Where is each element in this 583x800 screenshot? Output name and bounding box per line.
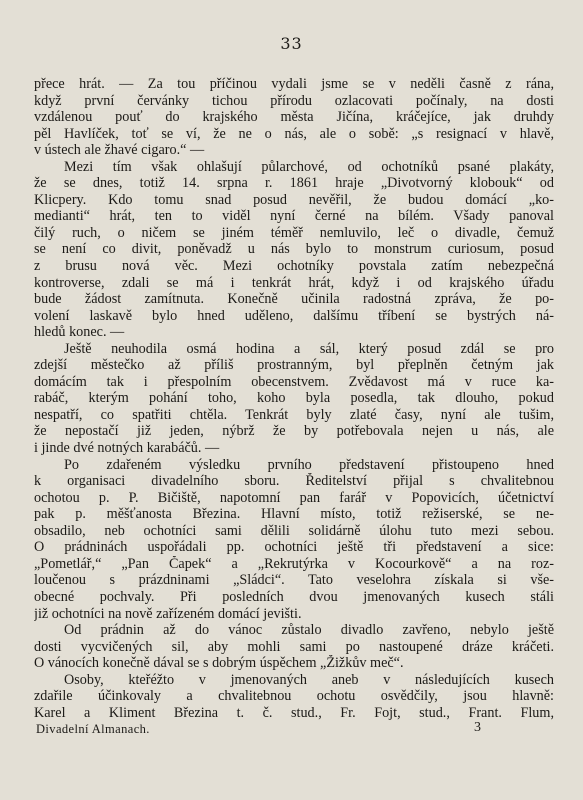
text-line: obsadilo, neb ochotníci sami dělili solidárně úlohu tuto mezi sebou. xyxy=(34,522,554,539)
text-line: Osoby, kteřéžto v jmenovaných aneb v následujících kusech xyxy=(64,671,554,688)
text-line: O vánocích konečně dával se s dobrým úspěchem „Žižkův meč“. xyxy=(34,655,404,672)
text-line: loučenou s prázdninami „Sládci“. Tato veselohra získala si vše- xyxy=(34,572,554,589)
text-line: přece hrát. — Za tou příčinou vydali jsme se v neděli časně z rána, xyxy=(34,76,554,92)
text-line: vzdálenou pouť do krajského města Jičína, kráčejíce, jak druhdy xyxy=(34,109,554,126)
text-line: že se dnes, totiž 14. srpna r. 1861 hraje „Divotvorný klobouk“ od xyxy=(34,175,554,192)
text-line: čilý ruch, o ničem se jiném téměř nemluvilo, leč o divadle, čemuž xyxy=(34,224,554,241)
text-line: zdařile účinkovaly a chvalitebnou ochotu osvědčily, jsou hlavně: xyxy=(34,688,554,705)
text-line: „Pometlář,“ „Pan Čapek“ a „Rekrutýrka v Kocourkově“ a na roz- xyxy=(34,555,554,572)
text-line: rabáč, kterým pohání toho, koho byla posedla, tak dlouho, pokud xyxy=(34,390,554,407)
text-line: se není co divit, poněvadž u nás bylo to monstrum curiosum, posud xyxy=(34,241,554,258)
text-line: Po zdařeném výsledku prvního představení přistoupeno hned xyxy=(64,456,554,473)
text-line: již ochotníci na nově zařízeném domácí jevišti. xyxy=(34,605,302,622)
text-line: nespatří, co spatřiti chtěla. Tenkrát byly zlaté časy, nyní ale tušim, xyxy=(34,406,554,423)
text-line: kontroverse, zdali se má i tenkrát hrát, když i od krajského úřadu xyxy=(34,274,554,291)
text-line: obecné pochvaly. Při posledních dvou jmenovaných kusech stáli xyxy=(34,588,554,605)
text-line: Od prádnin až do vánoc zůstalo divadlo zavřeno, nebylo ještě xyxy=(64,622,554,639)
text-line: hledů konec. — xyxy=(34,324,125,341)
text-line: volení laskavě bylo hned uděleno, dalšímu tříbení se bystrých ná- xyxy=(34,307,554,324)
text-line: když první červánky tichou přírodu ozlacovati počínaly, na dosti xyxy=(34,92,554,109)
text-line: že nepostačí již jeden, nýbrž že by potřebovala nejen u nás, ale xyxy=(34,423,554,440)
text-line: dosti vycvičených sil, aby mohli sami po nastoupené dráze kráčeti. xyxy=(34,638,554,655)
text-line: medianti“ hrát, ten to viděl nyní černé na bílém. Všady panoval xyxy=(34,208,554,225)
text-line: O prádninách uspořádali pp. ochotníci ještě tři představení a sice: xyxy=(34,539,554,556)
text-line: Ještě neuhodila osmá hodina a sál, který posud zdál se pro xyxy=(64,340,554,357)
text-line: i jinde dvé notných karabáčů. — xyxy=(34,440,220,457)
text-line: Mezi tím však ohlašují půlarchové, od ochotníků psané plakáty, xyxy=(64,158,554,175)
printer-signature-mark: 3 xyxy=(474,720,482,735)
page-text-body xyxy=(34,76,554,721)
text-line: zdejší městečko až příliš prostranným, byl přeplněn četným jak xyxy=(34,357,554,374)
text-line: pěl Havlíček, toť se ví, že ne o nás, ale o sobě: „s resignací v hlavě, xyxy=(34,125,554,142)
text-line: domácím tak i přespolním obecenstvem. Zvědavost má v ruce ka- xyxy=(34,373,554,390)
text-line: Klicpery. Kdo tomu snad posud nevěřil, že budou domácí „ko- xyxy=(34,191,554,208)
text-line: ochotou p. P. Bičiště, napotomní pan farář v Popovicích, účetnictví xyxy=(34,489,554,506)
page-number: 33 xyxy=(280,34,303,53)
footer-title: Divadelní Almanach. xyxy=(36,722,150,736)
text-line: pak p. měšťanosta Březina. Hlavní místo, totiž režiserské, se ne- xyxy=(34,506,554,523)
text-line: z brusu nová věc. Mezi ochotníky povstala zatím nebezpečná xyxy=(34,258,554,275)
text-line: k organisaci divadelního sboru. Ředitelství přijal s chvalitebnou xyxy=(34,473,554,490)
text-line: bude žádost zamítnuta. Konečně učinila radostná zpráva, že po- xyxy=(34,291,554,308)
text-line: Karel a Kliment Březina t. č. stud., Fr. Fojt, stud., Frant. Flum, xyxy=(34,704,554,721)
text-line: v ústech ale žhavé cigaro.“ — xyxy=(34,142,205,159)
